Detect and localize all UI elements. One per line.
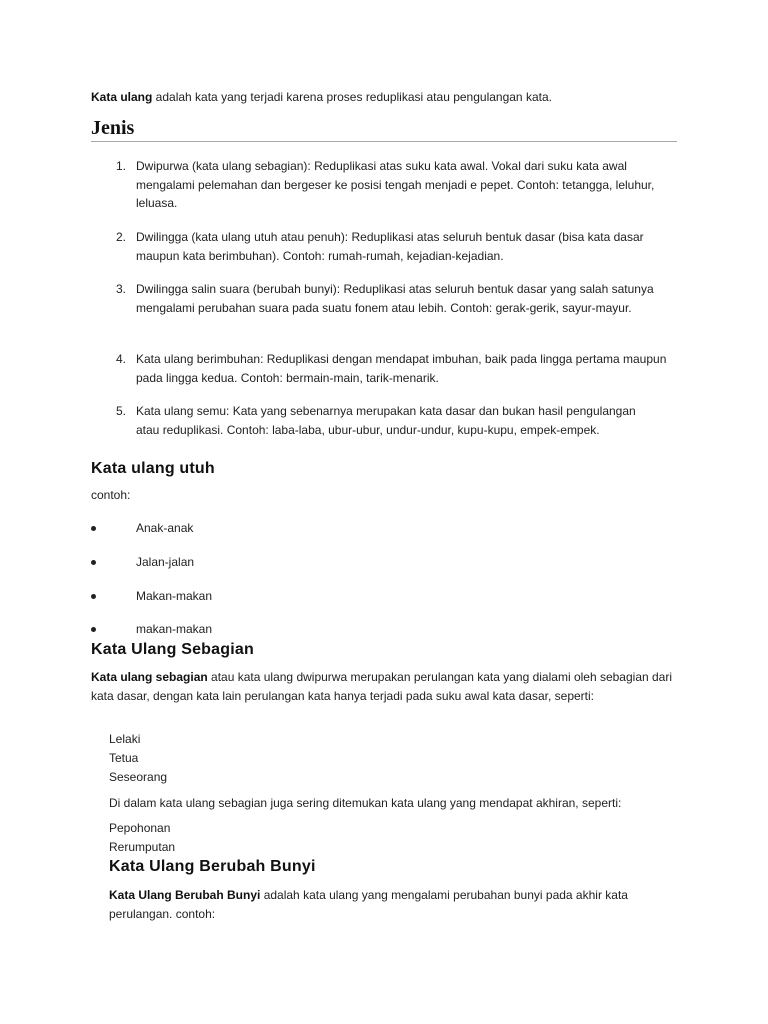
list-item <box>0 519 400 539</box>
sebagian-term: Kata ulang sebagian <box>91 670 208 684</box>
sebagian-paragraph <box>91 668 681 706</box>
sebagian-example-3: Seseorang <box>109 770 168 784</box>
intro-paragraph <box>91 88 691 107</box>
berubah-paragraph <box>109 886 664 924</box>
list-item-text: makan-makan <box>136 622 213 636</box>
jenis-item-number: 1. <box>116 159 127 173</box>
intro-text: adalah kata yang terjadi karena proses reduplikasi atau pengulangan kata. <box>152 90 552 104</box>
list-item-text: Anak-anak <box>136 521 194 535</box>
bullet-icon <box>91 594 96 599</box>
bullet-icon <box>91 526 96 531</box>
utuh-heading: Kata ulang utuh <box>91 460 215 477</box>
bullet-icon <box>91 560 96 565</box>
sebagian-example-1: Lelaki <box>109 732 141 746</box>
list-item <box>0 620 400 640</box>
jenis-item-text: Dwilingga salin suara (berubah bunyi): Reduplikasi atas seluruh bentuk dasar yang salah satunya mengalami perubahan suara pada suatu fonem atau lebih. Contoh: gerak-gerik, sayur-mayur. <box>136 282 654 315</box>
berubah-term: Kata Ulang Berubah Bunyi <box>109 888 261 902</box>
intro-term: Kata ulang <box>91 90 153 104</box>
sebagian-heading: Kata Ulang Sebagian <box>91 641 254 658</box>
jenis-item-number: 2. <box>116 230 127 244</box>
berubah-heading: Kata Ulang Berubah Bunyi <box>109 858 316 875</box>
jenis-item-text: Dwilingga (kata ulang utuh atau penuh): Reduplikasi atas seluruh bentuk dasar (bisa kata dasar maupun kata berimbuhan). Contoh: rumah-rumah, kejadian-kejadian. <box>136 230 644 263</box>
list-item-text: Jalan-jalan <box>136 555 195 569</box>
jenis-item-number: 3. <box>116 282 127 296</box>
akhiran-example-1: Pepohonan <box>109 821 171 835</box>
sebagian-example-2: Tetua <box>109 751 139 765</box>
jenis-heading: Jenis <box>91 115 677 142</box>
berubah-text: adalah kata ulang yang mengalami perubahan bunyi pada akhir kata perulangan. contoh: <box>109 888 628 921</box>
jenis-item-text: Kata ulang semu: Kata yang sebenarnya merupakan kata dasar dan bukan hasil pengulangan atau reduplikasi. Contoh: laba-laba, ubur-ubur, undur-undur, kupu-kupu, empek-empek. <box>136 404 636 437</box>
list-item-text: Makan-makan <box>136 589 213 603</box>
sebagian-text: atau kata ulang dwipurwa merupakan perulangan kata yang dialami oleh sebagian dari kata dasar, dengan kata lain perulangan kata hanya terjadi pada suku awal kata dasar, seperti: <box>91 670 673 703</box>
utuh-contoh-label: contoh: <box>91 488 131 502</box>
bullet-icon <box>91 627 96 632</box>
akhiran-example-2: Rerumputan <box>109 840 176 854</box>
jenis-item-text: Kata ulang berimbuhan: Reduplikasi dengan mendapat imbuhan, baik pada lingga pertama maupun pada lingga kedua. Contoh: bermain-main, tarik-menarik. <box>136 352 667 385</box>
jenis-item-text: Dwipurwa (kata ulang sebagian): Reduplikasi atas suku kata awal. Vokal dari suku kata awal mengalami pelemahan dan bergeser ke posisi tengah menjadi e pepet. Contoh: tetangga, leluhur, leluasa. <box>136 159 655 210</box>
jenis-item-number: 4. <box>116 352 127 366</box>
jenis-item-number: 5. <box>116 404 127 418</box>
list-item <box>0 587 400 607</box>
list-item <box>0 553 400 573</box>
sebagian-akhiran-text: Di dalam kata ulang sebagian juga sering ditemukan kata ulang yang mendapat akhiran, seperti: <box>109 796 622 810</box>
